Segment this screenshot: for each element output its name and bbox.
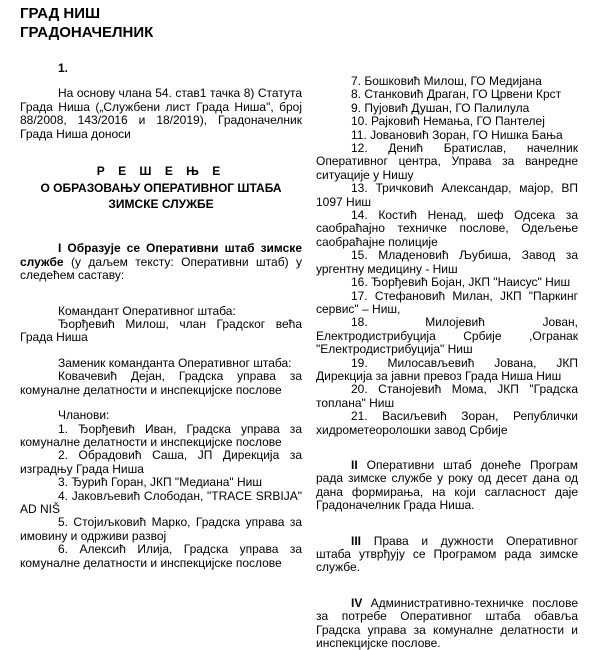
header-city: ГРАД НИШ	[20, 5, 101, 22]
section-3-text: Права и дужности Оперативног штаба утврђују се Програмом рада зимске службе.	[316, 533, 578, 575]
list-item: 9. Пујовић Душан, ГО Палилула	[351, 100, 530, 115]
list-item: 10. Рајковић Немања, ГО Пантелеј	[351, 114, 545, 129]
list-item: 21. Васиљевић Зоран, Републички хидрометеоролошки завод Србије	[316, 409, 578, 437]
right-column	[316, 75, 578, 650]
left-column	[20, 4, 302, 570]
list-item: 3. Ђурић Горан, ЈКП "Медиана" Ниш	[58, 475, 262, 490]
section-3	[316, 535, 578, 575]
list-item: 2. Обрадовић Саша, ЈП Дирекција за изградњу Града Ниша	[20, 448, 302, 476]
list-item: 17. Стефановић Милан, ЈКП "Паркинг сервис" – Ниш,	[316, 288, 578, 316]
section-1-lead: I Образује се Оперативни штаб зимске службе	[20, 241, 302, 269]
header-office: ГРАДОНАЧЕЛНИК	[20, 24, 154, 41]
preamble: На основу члана 54. став1 тачка 8) Статута Града Ниша („Службени лист Града Ниша", број 88/2008, 143/2016 и 18/2019), Градоначелник Града Ниша доноси	[20, 86, 302, 141]
section-4-number: IV	[351, 595, 363, 610]
list-item: 8. Станковић Драган, ГО Црвени Крст	[351, 87, 562, 102]
list-item: 4. Јаковљевић Слободан, "TRACE SRBIJA" AD NIŠ	[20, 488, 302, 516]
section-4	[316, 597, 578, 650]
list-item: 20. Станојевић Мома, ЈКП "Градска топлана" Ниш	[316, 382, 578, 410]
section-2-text: Оперативни штаб донеће Програм рада зимске службе у року од десет дана од дана формирања, на који сагласност даје Градоначелник Града Ниша.	[316, 457, 578, 513]
commander-name: Ђорђевић Милош, члан Градског већа Града Ниша	[20, 317, 302, 345]
members-label: Чланови:	[58, 408, 110, 423]
list-item: 1. Ђорђевић Иван, Градска управа за комуналне делатности и инспекцијске послове	[20, 421, 302, 449]
deputy-name: Ковачевић Дејан, Градска управа за комуналне делатности и инспекцијске послове	[20, 369, 302, 397]
list-item: 15. Младеновић Љубиша, Завод за ургентну медицину - Ниш	[316, 248, 578, 276]
decision-heading: Р Е Ш Е Њ Е	[96, 164, 226, 179]
commander-label: Командант Оперативног штаба:	[58, 303, 236, 318]
deputy-label: Заменик команданта Оперативног штаба:	[58, 355, 292, 370]
list-item: 11. Јовановић Зоран, ГО Нишка Бања	[351, 127, 563, 142]
members-list-right	[316, 75, 578, 437]
list-item: 6. Алексић Илија, Градска управа за комуналне делатности и инспекцијске послове	[20, 542, 302, 570]
list-item: 14. Костић Ненад, шеф Одсека за саобраћајно техничке послове, Одељење саобраћајне полиције	[316, 208, 578, 249]
section-2-number: II	[351, 457, 358, 472]
list-item: 18. Милојевић Јован, Електродистрибуција Србије ,Огранак "Електродистрибуција" Ниш	[316, 315, 578, 357]
section-1	[20, 242, 302, 282]
list-item: 5. Стојиљковић Марко, Градска управа за имовину и одрживи развој	[20, 515, 302, 543]
list-item: 13. Тричковић Александар, мајор, ВП 1097 Ниш	[316, 181, 578, 209]
list-item: 19. Милосављевић Јована, ЈКП Дирекција за јавни превоз Града Ниша Ниш	[316, 355, 578, 383]
list-item: 16. Ђорђевић Бојан, ЈКП "Наисус" Ниш	[351, 275, 571, 290]
section-1-text: (у даљем тексту: Оперативни штаб) у следећем саставу:	[20, 254, 302, 283]
section-2	[316, 459, 578, 513]
section-3-number: III	[351, 533, 362, 548]
members-list-left	[20, 423, 302, 570]
document-number: 1.	[58, 61, 69, 75]
section-4-text: Административно-техничке послове за потребе Оперативног штаба обавља Градска управа за комуналне делатности и инспекцијске послове.	[316, 595, 578, 650]
list-item: 7. Бошковић Милош, ГО Медијана	[351, 74, 542, 88]
list-item: 12. Денић Братислав, начелник Оперативног центра, Управа за ванредне ситуације у Нишу	[316, 141, 578, 182]
decision-title: О ОБРАЗОВАЊУ ОПЕРАТИВНОГ ШТАБА ЗИМСКЕ СЛУЖБЕ	[40, 181, 282, 212]
